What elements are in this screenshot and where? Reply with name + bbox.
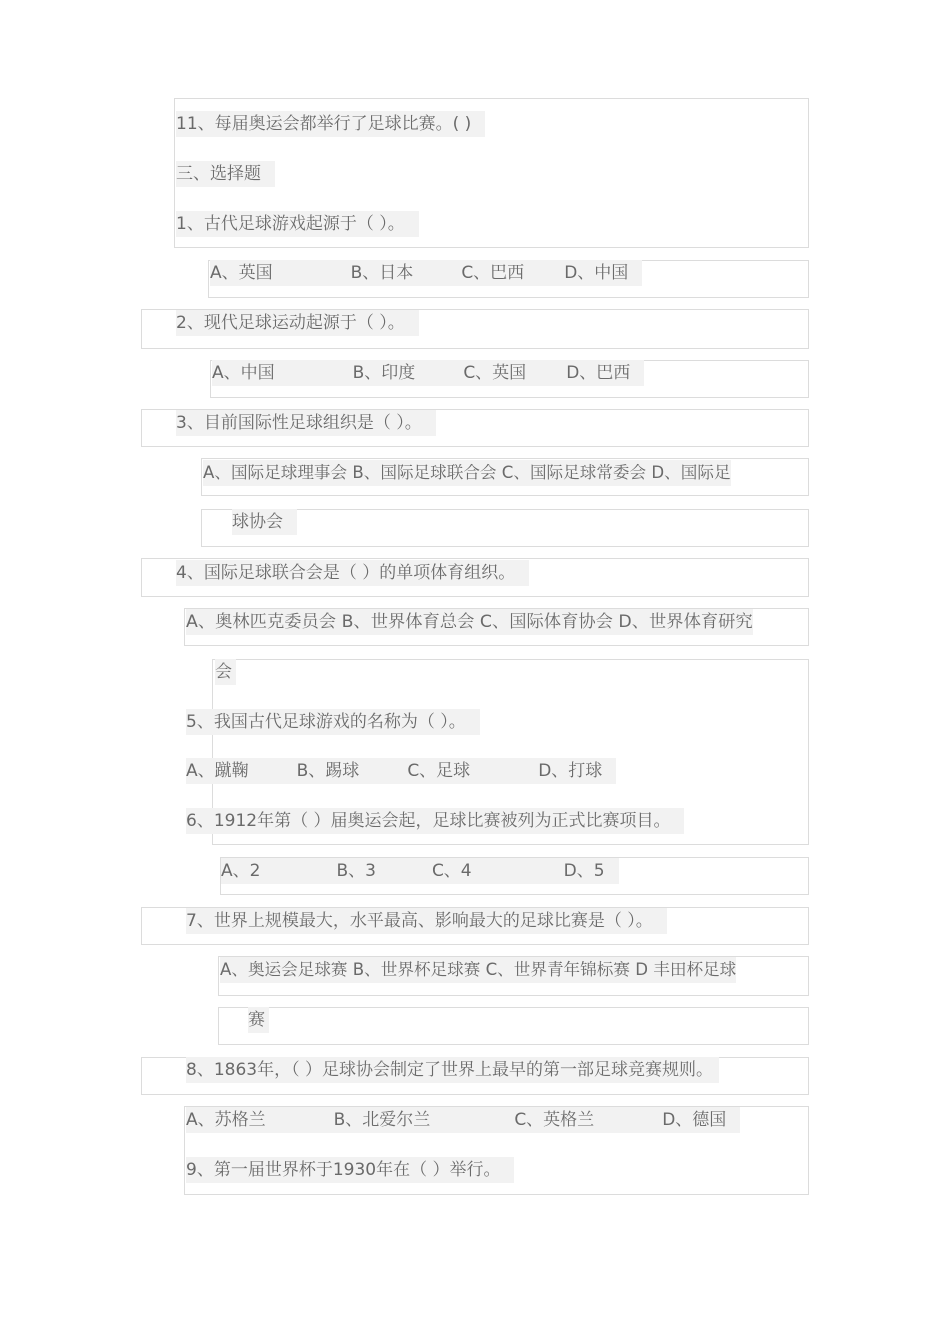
question-4: 4、国际足球联合会是（ ）的单项体育组织。: [176, 560, 529, 586]
question-8-options: [186, 1107, 740, 1133]
section-heading: 三、选择题: [176, 161, 275, 187]
question-3-options: A、国际足球理事会 B、国际足球联合会 C、国际足球常委会 D、国际足: [203, 460, 731, 486]
question-3: 3、目前国际性足球组织是（ ）。: [176, 410, 436, 436]
option-b: B、3: [336, 861, 376, 881]
question-4-options: A、奥林匹克委员会 B、世界体育总会 C、国际体育协会 D、世界体育研究: [186, 609, 753, 635]
option-b: B、印度: [352, 363, 416, 383]
option-d: D、打球: [538, 761, 603, 781]
option-d: D、5: [563, 861, 605, 881]
question-1-options: [210, 260, 642, 286]
option-c: C、4: [431, 861, 472, 881]
question-6: 6、1912年第（ ）届奥运会起，足球比赛被列为正式比赛项目。: [186, 808, 684, 834]
question-4-options-wrap: 会: [215, 659, 236, 685]
option-d: D、巴西: [566, 363, 631, 383]
question-11: 11、每届奥运会都举行了足球比赛。( ): [176, 111, 485, 137]
question-1: 1、古代足球游戏起源于（ ）。: [176, 211, 419, 237]
question-9: 9、第一届世界杯于1930年在（ ）举行。: [186, 1157, 514, 1183]
option-a: A、蹴鞠: [186, 761, 249, 781]
option-a: A、中国: [212, 363, 275, 383]
option-a: A、英国: [210, 263, 273, 283]
option-c: C、巴西: [461, 263, 525, 283]
option-c: C、足球: [407, 761, 471, 781]
option-d: D、中国: [564, 263, 629, 283]
question-6-options: [221, 858, 619, 884]
option-c: C、英格兰: [514, 1110, 595, 1130]
option-b: B、踢球: [296, 761, 360, 781]
question-3-options-wrap: 球协会: [232, 509, 297, 535]
question-8: 8、1863年，（ ）足球协会制定了世界上最早的第一部足球竞赛规则。: [186, 1057, 719, 1083]
question-2-options: [212, 360, 644, 386]
question-7: 7、世界上规模最大，水平最高、影响最大的足球比赛是（ ）。: [186, 908, 667, 934]
option-c: C、英国: [463, 363, 527, 383]
question-2: 2、现代足球运动起源于（ ）。: [176, 310, 419, 336]
option-d: D、德国: [662, 1110, 727, 1130]
question-5: 5、我国古代足球游戏的名称为（ ）。: [186, 709, 480, 735]
option-a: A、2: [221, 861, 261, 881]
option-a: A、苏格兰: [186, 1110, 266, 1130]
question-7-options-wrap: 赛: [248, 1007, 269, 1033]
outline-box: [218, 1007, 809, 1045]
option-b: B、北爱尔兰: [333, 1110, 431, 1130]
question-7-options: A、奥运会足球赛 B、世界杯足球赛 C、世界青年锦标赛 D 丰田杯足球: [220, 957, 736, 983]
question-5-options: [186, 758, 616, 784]
option-b: B、日本: [350, 263, 414, 283]
